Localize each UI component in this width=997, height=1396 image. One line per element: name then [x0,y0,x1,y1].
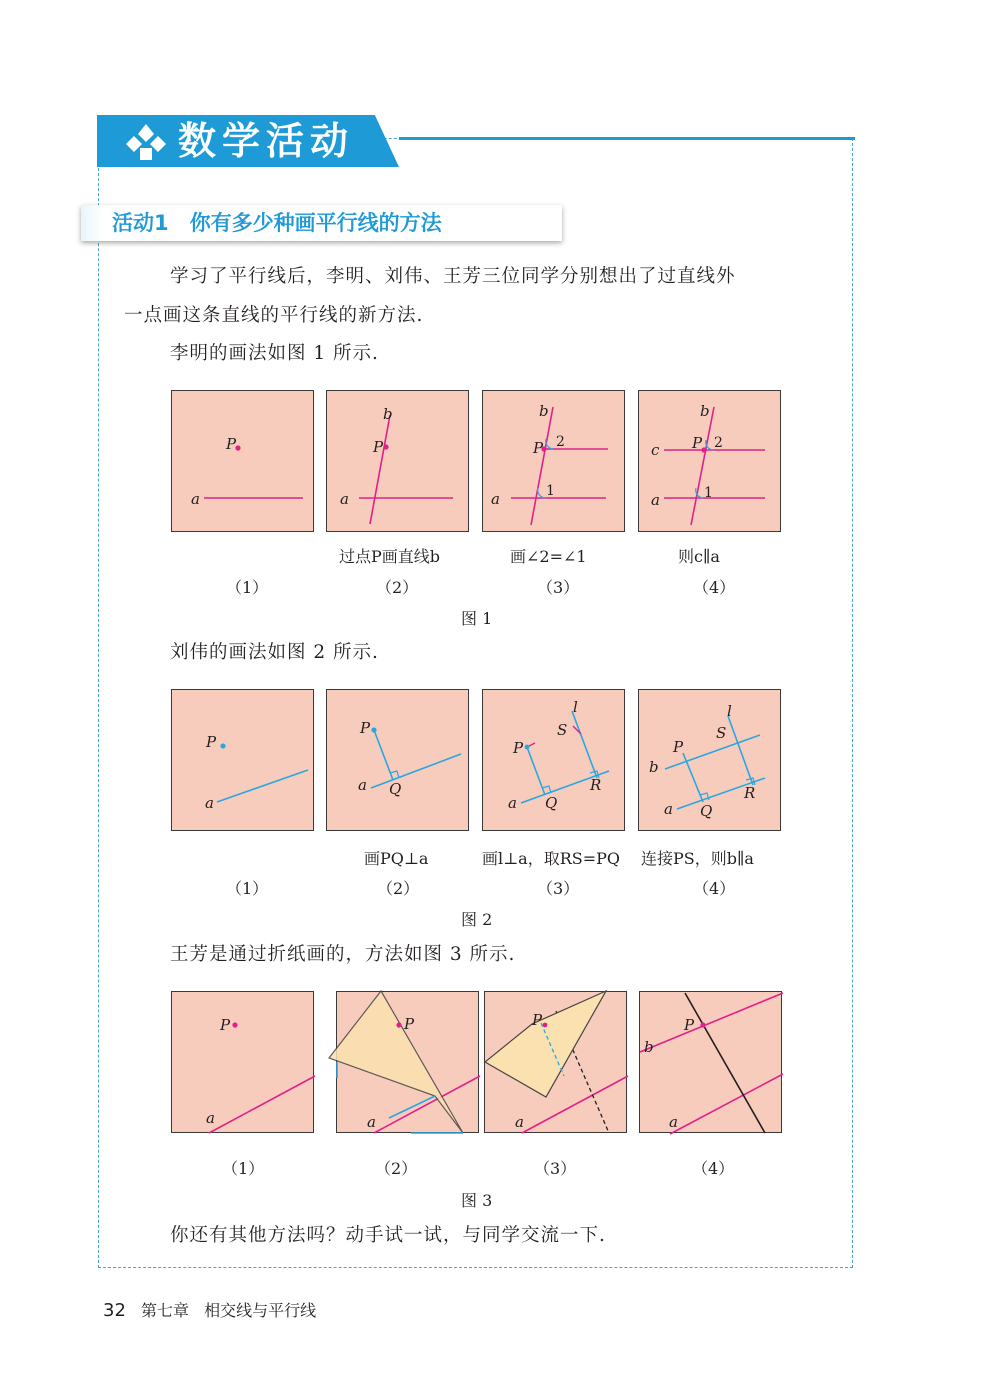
svg-text:b: b [383,405,393,423]
svg-text:2: 2 [556,434,565,450]
svg-text:b: b [644,1038,654,1056]
svg-text:S: S [716,724,727,742]
svg-text:P: P [684,1016,695,1034]
page-title: 数学活动 [178,119,355,163]
fig1-number-2: （2） [376,578,419,597]
fig3-panel-1 [171,991,314,1133]
fig2-panel-1 [171,689,314,831]
fig2-number-2: （2） [377,879,420,898]
closing-text: 你还有其他方法吗？动手试一试，与同学交流一下. [170,1225,606,1246]
svg-text:a: a [508,794,517,812]
svg-text:b: b [700,402,710,420]
svg-text:S: S [557,721,568,739]
svg-text:a: a [205,794,214,812]
svg-text:a: a [664,800,673,818]
fig1-caption-3: 画∠2=∠1 [510,547,587,566]
fig1-caption-2: 过点P画直线b [339,547,441,566]
svg-text:2: 2 [714,435,723,451]
fig3-number-3: （3） [534,1159,577,1178]
chapter-title: 相交线与平行线 [204,1301,317,1320]
svg-text:R: R [590,776,602,794]
page-footer [103,1298,316,1321]
svg-text:P: P [404,1015,415,1033]
fig3-number-1: （1） [222,1159,265,1178]
fig1-number-4: （4） [693,578,736,597]
svg-text:l: l [727,702,732,720]
svg-text:a: a [651,491,660,509]
svg-text:P: P [533,439,544,457]
fig2-panel-2 [326,689,469,831]
fig3-panel-4 [639,991,782,1133]
fig2-label: 图 2 [461,910,493,929]
fig1-panel-1 [171,390,314,532]
svg-text:b: b [539,402,549,420]
fig1-number-1: （1） [226,578,269,597]
svg-text:P: P [532,1011,543,1029]
svg-text:P: P [206,733,217,751]
fig1-panel-4 [638,390,781,532]
svg-text:a: a [367,1113,376,1131]
fig3-panel-3 [484,991,627,1133]
fig3-number-2: （2） [375,1159,418,1178]
fig1-number-3: （3） [537,578,580,597]
svg-text:R: R [744,784,756,802]
svg-text:l: l [573,698,578,716]
svg-text:a: a [340,490,349,508]
fig1-caption-4: 则c∥a [678,547,720,566]
math-activity-icon [124,120,168,164]
svg-text:a: a [491,490,500,508]
fig1-panel-3 [482,390,625,532]
activity-title: 活动1 你有多少种画平行线的方法 [112,211,442,235]
fig2-panel-4 [638,689,781,831]
fig1-label: 图 1 [461,609,493,628]
intro-line-1: 学习了平行线后，李明、刘伟、王芳三位同学分别想出了过直线外 [170,266,736,287]
fig1-intro: 李明的画法如图 1 所示. [170,343,379,364]
svg-text:a: a [515,1113,524,1131]
svg-text:c: c [651,441,660,459]
svg-text:P: P [373,438,384,456]
svg-text:P: P [360,719,371,737]
point-P-label: P [226,435,237,453]
svg-text:a: a [206,1109,215,1127]
fig2-number-3: （3） [537,879,580,898]
intro-line-2: 一点画这条直线的平行线的新方法. [124,305,424,326]
fig2-intro: 刘伟的画法如图 2 所示. [170,642,379,663]
svg-text:1: 1 [704,485,713,501]
fig2-number-4: （4） [693,879,736,898]
svg-text:a: a [358,776,367,794]
svg-text:a: a [669,1113,678,1131]
page-number: 32 [103,1300,126,1321]
svg-text:Q: Q [545,794,558,812]
svg-text:P: P [513,739,524,757]
fig2-caption-4: 连接PS，则b∥a [641,849,754,868]
svg-text:Q: Q [700,802,713,820]
svg-text:P: P [692,434,703,452]
header-rule [399,137,855,140]
svg-text:b: b [649,758,659,776]
svg-text:Q: Q [389,780,402,798]
fig3-intro: 王芳是通过折纸画的，方法如图 3 所示. [170,944,516,965]
svg-text:P: P [220,1016,231,1034]
line-a-label: a [191,490,200,508]
fig2-panel-3 [482,689,625,831]
fig3-number-4: （4） [692,1159,735,1178]
chapter-label: 第七章 [141,1301,190,1320]
svg-text:1: 1 [546,483,555,499]
fig2-caption-3: 画l⊥a，取RS=PQ [482,849,621,868]
fig3-panel-2 [336,991,479,1133]
fig3-label: 图 3 [461,1191,493,1210]
fig2-number-1: （1） [226,879,269,898]
svg-text:P: P [673,738,684,756]
fig1-panel-2 [326,390,469,532]
fig2-caption-2: 画PQ⊥a [364,849,429,868]
